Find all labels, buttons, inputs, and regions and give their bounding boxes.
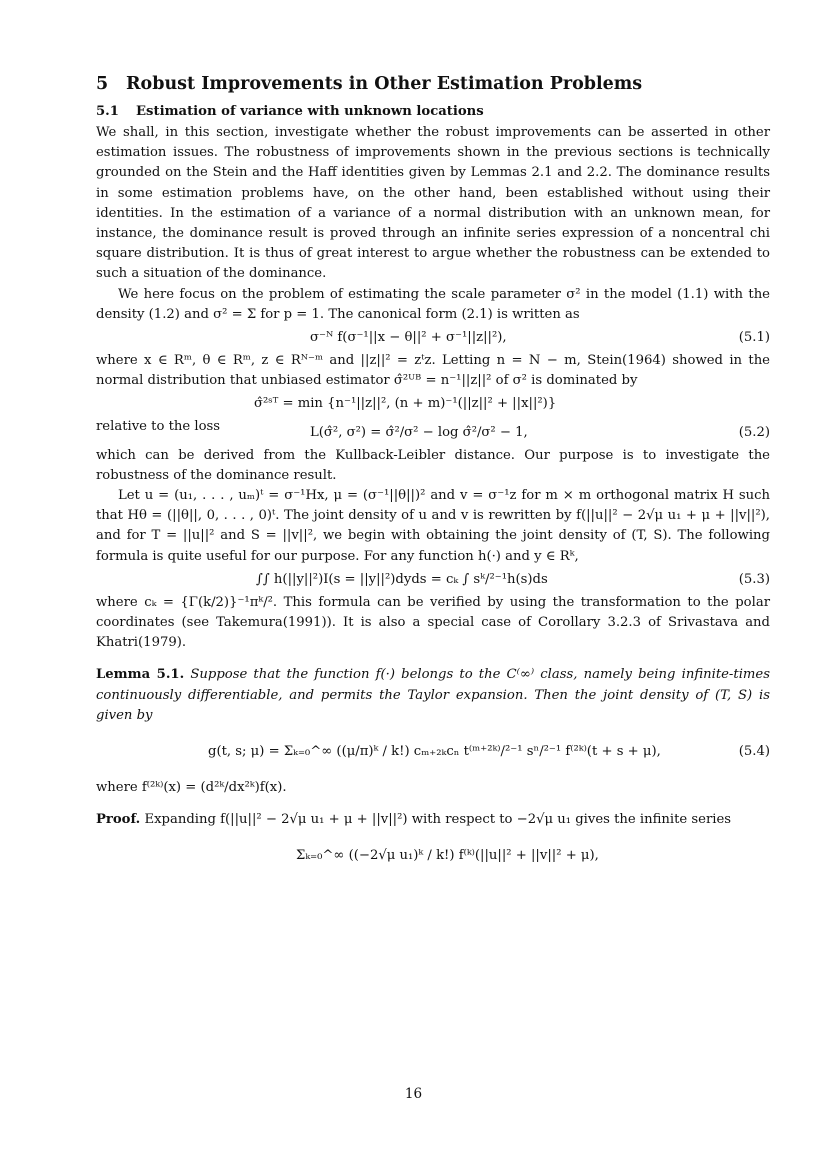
paragraph-problem: We here focus on the problem of estimating the scale parameter σ² in the model (1.1) with the density (1.2) and σ² = Σ for p = 1. The canonical form (2.1) is written as bbox=[96, 286, 770, 322]
equation-5-4 bbox=[96, 726, 770, 778]
equation-body: L(σ̂², σ²) = σ̂²/σ² − log σ̂²/σ² − 1, bbox=[310, 424, 528, 440]
subsection-number: 5.1 bbox=[96, 104, 119, 119]
paragraph-loss-intro: relative to the loss bbox=[96, 419, 221, 435]
subsection-title: Estimation of variance with unknown locations bbox=[136, 104, 484, 119]
paragraph-ck: where cₖ = {Γ(k/2)}⁻¹πᵏ/². This formula can be verified by using the transformation to the polar coordinates (see Takemura(1991)). It is also a special case of Corollary 3.2.3 of Srivastava and Khatri(1979). bbox=[96, 594, 770, 651]
equation-5-1 bbox=[96, 325, 770, 351]
equation-5-2 bbox=[96, 420, 770, 446]
equation-body: σ̂²ˢᵀ = min {n⁻¹||z||², (n + m)⁻¹(||z||² + ||x||²)} bbox=[254, 396, 557, 412]
equation-body: Σₖ₌₀^∞ ((−2√μ u₁)ᵏ / k!) f⁽ᵏ⁾(||u||² + ||v||² + μ), bbox=[296, 848, 599, 864]
paragraph-kullback: which can be derived from the Kullback-Leibler distance. Our purpose is to investigate the robustness of the dominance result. bbox=[96, 447, 770, 483]
equation-number: (5.2) bbox=[738, 424, 770, 440]
lemma-5-1 bbox=[96, 665, 770, 726]
paragraph-intro: We shall, in this section, investigate whether the robust improvements can be asserted in other estimation issues. The robustness of improvements shown in the previous sections is technically grounded on the Stein and the Haff identities given by Lemmas 2.1 and 2.2. The dominance results in some estimation problems have, on the other hand, been established without using their identities. In the estimation of a variance of a normal distribution with an unknown mean, for instance, the dominance result is proved through an infinite series expression of a noncentral chi square distribution. It is thus of great interest to argue whether the robustness can be extended to such a situation of the dominance. bbox=[96, 125, 770, 282]
equation-number: (5.3) bbox=[738, 571, 770, 587]
proof bbox=[96, 810, 770, 830]
proof-label: Proof. bbox=[96, 812, 141, 828]
equation-number: (5.4) bbox=[738, 744, 770, 760]
lemma-statement: Suppose that the function f(·) belongs to the C⁽∞⁾ class, namely being infinite-times continuously differentiable, and permits the Taylor expansion. Then the joint density of (T, S) is given by bbox=[96, 667, 770, 723]
equation-stein-estimator bbox=[96, 391, 770, 417]
subsection-heading bbox=[96, 104, 770, 119]
paragraph-derivative: where f⁽²ᵏ⁾(x) = (d²ᵏ/dx²ᵏ)f(x). bbox=[96, 780, 287, 796]
paragraph-transform: Let u = (u₁, . . . , uₘ)ᵗ = σ⁻¹Hx, μ = (σ⁻¹||θ||)² and v = σ⁻¹z for m × m orthogonal matrix H such that Hθ = (||θ||, 0, . . . , 0)ᵗ. The joint density of u and v is rewritten by f(||u||² − 2√μ u₁ + μ + ||v||²), and for T = ||u||² and S = ||v||², we begin with obtaining the joint density of (T, S). The following formula is quite useful for our purpose. For any function h(·) and y ∈ Rᵏ, bbox=[96, 488, 770, 564]
equation-body: g(t, s; μ) = Σₖ₌₀^∞ ((μ/π)ᵏ / k!) cₘ₊₂ₖcₙ t⁽ᵐ⁺²ᵏ⁾/²⁻¹ sⁿ/²⁻¹ f⁽²ᵏ⁾(t + s + μ), bbox=[208, 744, 661, 760]
page-content bbox=[96, 70, 770, 882]
section-title: Robust Improvements in Other Estimation Problems bbox=[126, 74, 643, 94]
lemma-label: Lemma 5.1. bbox=[96, 667, 185, 683]
proof-text: Expanding f(||u||² − 2√μ u₁ + μ + ||v||²) with respect to −2√μ u₁ gives the infinite series bbox=[144, 812, 732, 828]
page-number: 16 bbox=[404, 1086, 423, 1102]
equation-body: ∫∫ h(||y||²)I(s = ||y||²)dyds = cₖ ∫ sᵏ/²⁻¹h(s)ds bbox=[256, 571, 548, 587]
section-number: 5 bbox=[96, 74, 109, 94]
equation-body: σ⁻ᴺ f(σ⁻¹||x − θ||² + σ⁻¹||z||²), bbox=[310, 330, 507, 346]
equation-series bbox=[96, 830, 770, 882]
equation-5-3 bbox=[96, 567, 770, 593]
paragraph-stein: where x ∈ Rᵐ, θ ∈ Rᵐ, z ∈ Rᴺ⁻ᵐ and ||z||² = zᵗz. Letting n = N − m, Stein(1964) showed in the normal distribution that unbiased estimator σ̂²ᵁᴮ = n⁻¹||z||² of σ² is dominated by bbox=[96, 353, 770, 389]
section-heading bbox=[96, 74, 770, 94]
equation-number: (5.1) bbox=[738, 330, 770, 346]
